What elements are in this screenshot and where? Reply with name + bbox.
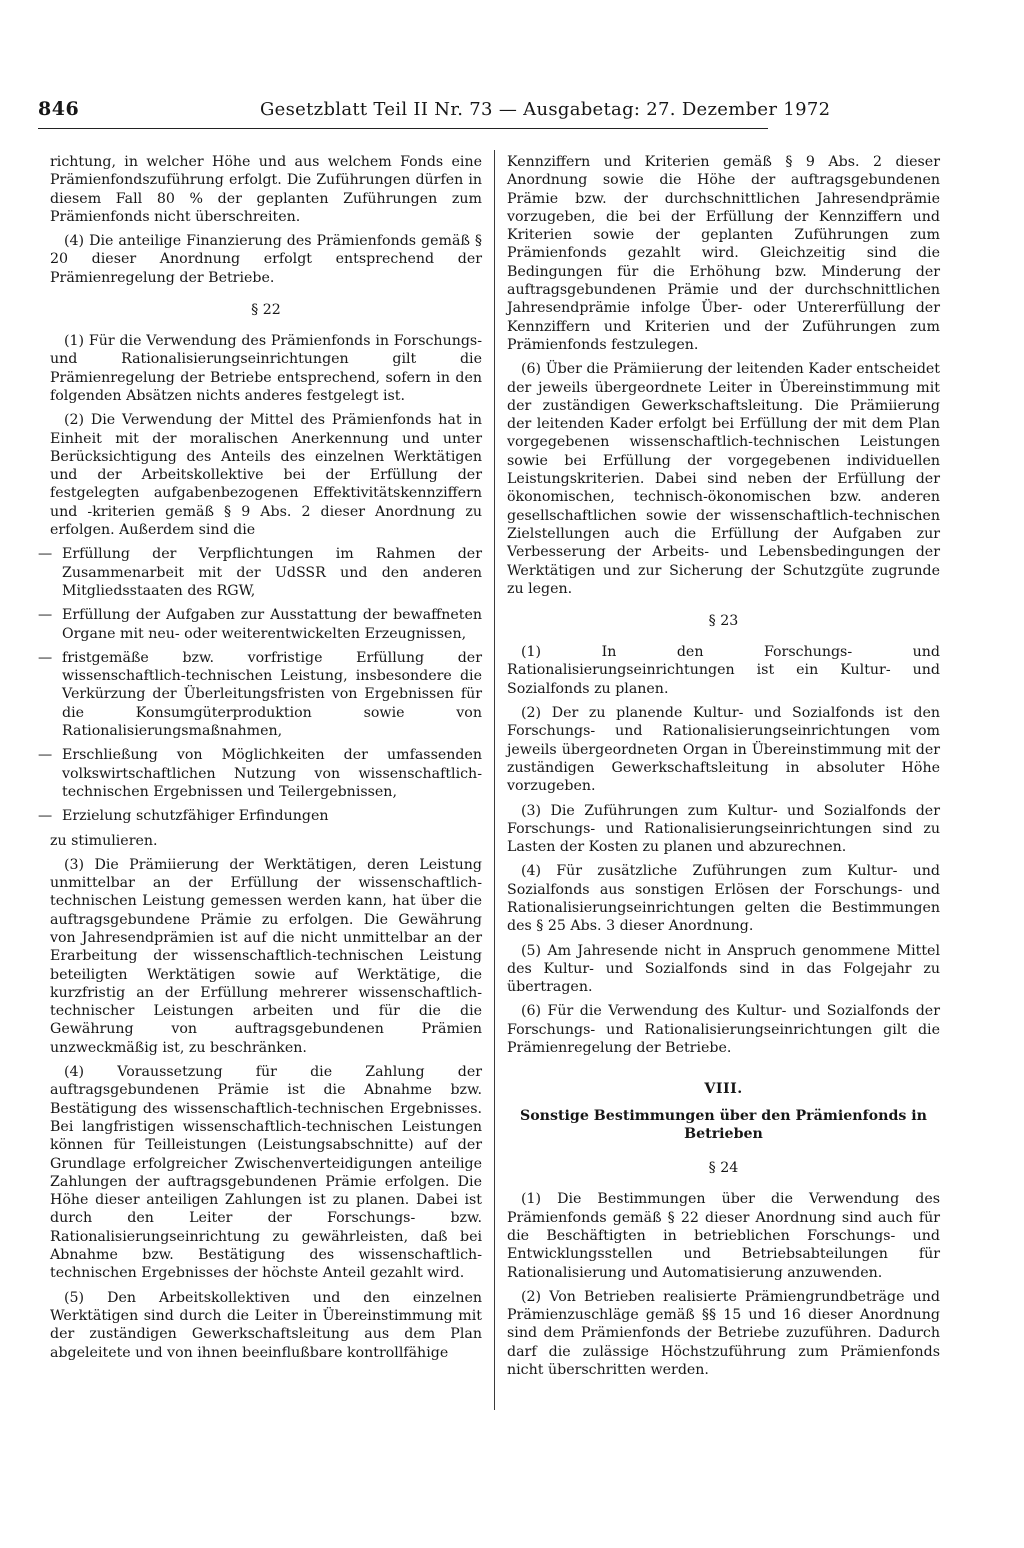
dash-mark: — [38, 747, 53, 764]
list-item-text: Erfüllung der Verpflichtungen im Rahmen der Zusammenarbeit mit der UdSSR und den anderen Mitgliedsstaaten des RGW, [62, 546, 482, 599]
dash-mark: — [38, 607, 53, 624]
paragraph: richtung, in welcher Höhe und aus welchem Fonds eine Prämienfondszuführung erfolgt. Die Zuführungen dürfen in diesem Fall 80 % der geplanten Zuführungen zum Prämienfonds nicht überschreiten. [50, 154, 482, 225]
column-divider [494, 150, 495, 1410]
chapter-title: Sonstige Bestimmungen über den Prämienfonds in Betrieben [519, 1108, 928, 1143]
page-number: 846 [38, 98, 80, 120]
section-heading-22: § 22 [251, 302, 281, 319]
paragraph: (4) Die anteilige Finanzierung des Prämienfonds gemäß § 20 dieser Anordnung erfolgt entsprechend der Prämienregelung der Betriebe. [50, 233, 482, 286]
paragraph: (4) Voraussetzung für die Zahlung der auftragsgebundenen Prämie ist die Abnahme bzw. Bestätigung des wissenschaftlich-technischen Ergebnisses. Bei langfristigen wissenschaftlich-technischen Leistungen können für Teilleistungen (Leistungsabschnitte) auf der Grundlage erfolgreicher Zwischenverteidigungen anteilige Zahlungen der auftragsgebundenen Prämie erfolgen. Die Höhe dieser anteiligen Zahlungen ist zu planen. Dabei ist durch den Leiter der Forschungs- bzw. Rationalisierungseinrichtung zu gewährleisten, daß bei Abnahme bzw. Bestätigung des wissenschaftlich-technischen Ergebnisses der höchste Anteil gezahlt wird. [50, 1064, 482, 1282]
paragraph: (1) In den Forschungs- und Rationalisierungseinrichtungen ist ein Kultur- und Sozialfonds zu planen. [507, 644, 940, 697]
paragraph: (5) Den Arbeitskollektiven und den einzelnen Werktätigen sind durch die Leiter in Übereinstimmung mit der zuständigen Gewerkschaftsleitung aus dem Plan abgeleitete und von ihnen beeinflußbare kontrollfähige [50, 1289, 482, 1361]
left-column [38, 153, 482, 1368]
list-item [38, 746, 482, 801]
paragraph: (3) Die Prämiierung der Werktätigen, deren Leistung unmittelbar an der Erfüllung der wissenschaftlich-technischen Leistung gemessen werden kann, hat über die auftragsgebundene Prämie zu erfolgen. Die Gewährung von Jahresendprämien ist auf die nicht unmittelbar an der Erarbeitung der wissenschaftlich-technischen Leistung beteiligten Werktätigen sowie auf Werktätige, die kurzfristig an der Erfüllung mehrerer wissenschaftlich-technischer Leistungen arbeiten und für die die Gewährung von auftragsgebundenen Prämien unzweckmäßig ist, zu beschränken. [50, 856, 482, 1056]
paragraph: (1) Die Bestimmungen über die Verwendung des Prämienfonds gemäß § 22 dieser Anordnung sind auch für die Beschäftigten in betrieblichen Forschungs- und Entwicklungsstellen und Betriebsabteilungen für Rationalisierung und Automatisierung anzuwenden. [507, 1191, 940, 1281]
list-item [38, 545, 482, 600]
dash-mark: — [38, 546, 53, 563]
paragraph: (2) Die Verwendung der Mittel des Prämienfonds hat in Einheit mit der moralischen Anerkennung und unter Berücksichtigung des Anteils des einzelnen Werktätigen und der Arbeitskollektive bei der Erfüllung der festgelegten aufgabenbezogenen Effektivitätskennziffern und -kriterien gemäß § 9 Abs. 2 dieser Anordnung zu erfolgen. Außerdem sind die [50, 412, 482, 539]
list-item [38, 606, 482, 643]
dash-list [38, 545, 482, 825]
running-head: Gesetzblatt Teil II Nr. 73 — Ausgabetag: 27. Dezember 1972 [260, 99, 831, 120]
list-item-text: fristgemäße bzw. vorfristige Erfüllung der wissenschaftlich-technischen Leistung, insbesondere die Verkürzung der Überleitungsfristen von Ergebnissen für die Konsumgüterproduktion sowie von Rationalisierungsmaßnahmen, [62, 649, 482, 740]
paragraph: zu stimulieren. [50, 832, 158, 849]
dash-mark: — [38, 808, 53, 825]
paragraph: (6) Für die Verwendung des Kultur- und Sozialfonds der Forschungs- und Rationalisierungseinrichtungen gilt die Prämienregelung der Betriebe. [507, 1003, 940, 1057]
list-item-text: Erfüllung der Aufgaben zur Ausstattung der bewaffneten Organe mit neu- oder weiterentwickelten Erzeugnissen, [62, 607, 482, 642]
paragraph: (4) Für zusätzliche Zuführungen zum Kultur- und Sozialfonds aus sonstigen Erlösen der Forschungs- und Rationalisierungseinrichtungen gelten die Bestimmungen des § 25 Abs. 3 dieser Anordnung. [507, 863, 940, 935]
paragraph: (2) Von Betrieben realisierte Prämiengrundbeträge und Prämienzuschläge gemäß §§ 15 und 16 dieser Anordnung sind dem Prämienfonds der Betriebe zuzuführen. Dadurch darf die zulässige Höchstzuführung zum Prämienfonds nicht überschritten werden. [507, 1288, 940, 1379]
page-header [38, 98, 831, 129]
dash-mark: — [38, 649, 53, 666]
paragraph: Kennziffern und Kriterien gemäß § 9 Abs. 2 dieser Anordnung sowie die Höhe der auftragsgebundenen Prämie bzw. der durchschnittlichen Jahresendprämie vorzugeben, die bei der Erfüllung der Kennziffern und Kriterien sowie der geplanten Zuführungen zum Prämienfonds gezahlt wird. Gleichzeitig sind die Bedingungen für die Erhöhung bzw. Minderung der auftragsgebundenen Prämie und der durchschnittlichen Jahresendprämie infolge Über- oder Untererfüllung der Kennziffern und Kriterien und der Zuführungen zum Prämienfonds festzulegen. [507, 154, 940, 353]
list-item [38, 807, 482, 825]
paragraph: (5) Am Jahresende nicht in Anspruch genommene Mittel des Kultur- und Sozialfonds sind in das Folgejahr zu übertragen. [507, 942, 940, 996]
section-heading-24: § 24 [708, 1160, 739, 1177]
paragraph: (2) Der zu planende Kultur- und Sozialfonds ist den Forschungs- und Rationalisierungseinrichtungen vom jeweils übergeordneten Organ in Übereinstimmung mit der zuständigen Gewerkschaftsleitung in absoluter Höhe vorzugeben. [507, 705, 940, 795]
paragraph: (3) Die Zuführungen zum Kultur- und Sozialfonds der Forschungs- und Rationalisierungseinrichtungen sind zu Lasten der Kosten zu planen und abzurechnen. [507, 802, 940, 856]
right-column [507, 153, 940, 1385]
list-item-text: Erzielung schutzfähiger Erfindungen [62, 808, 329, 825]
list-item [38, 649, 482, 740]
paragraph: (1) Für die Verwendung des Prämienfonds in Forschungs- und Rationalisierungseinrichtungen gilt die Prämienregelung der Betriebe entsprechend, sofern in den folgenden Absätzen nichts anderes festgelegt ist. [50, 333, 482, 404]
list-item-text: Erschließung von Möglichkeiten der umfassenden volkswirtschaftlichen Nutzung von wissenschaftlich-technischen Ergebnissen und Teilergebnissen, [62, 747, 482, 800]
section-heading-23: § 23 [708, 613, 739, 630]
chapter-number: VIII. [704, 1081, 743, 1098]
paragraph: (6) Über die Prämiierung der leitenden Kader entscheidet der jeweils übergeordnete Leiter in Übereinstimmung mit der zuständigen Gewerkschaftsleitung. Die Prämiierung der leitenden Kader erfolgt bei Erfüllung der mit dem Plan vorgegebenen wissenschaftlich-technischen Leistungen sowie bei Erfüllung der vorgegebenen individuellen Leistungskriterien. Dabei sind neben der Erfüllung der ökonomischen, technisch-ökonomischen bzw. anderen gesellschaftlichen sowie der wissenschaftlich-technischen Zielstellungen auch die Erfüllung der Aufgaben zur Verbesserung der Arbeits- und Lebensbedingungen der Werktätigen und zur Sicherung der Schutzgüte zugrunde zu legen. [507, 361, 940, 597]
